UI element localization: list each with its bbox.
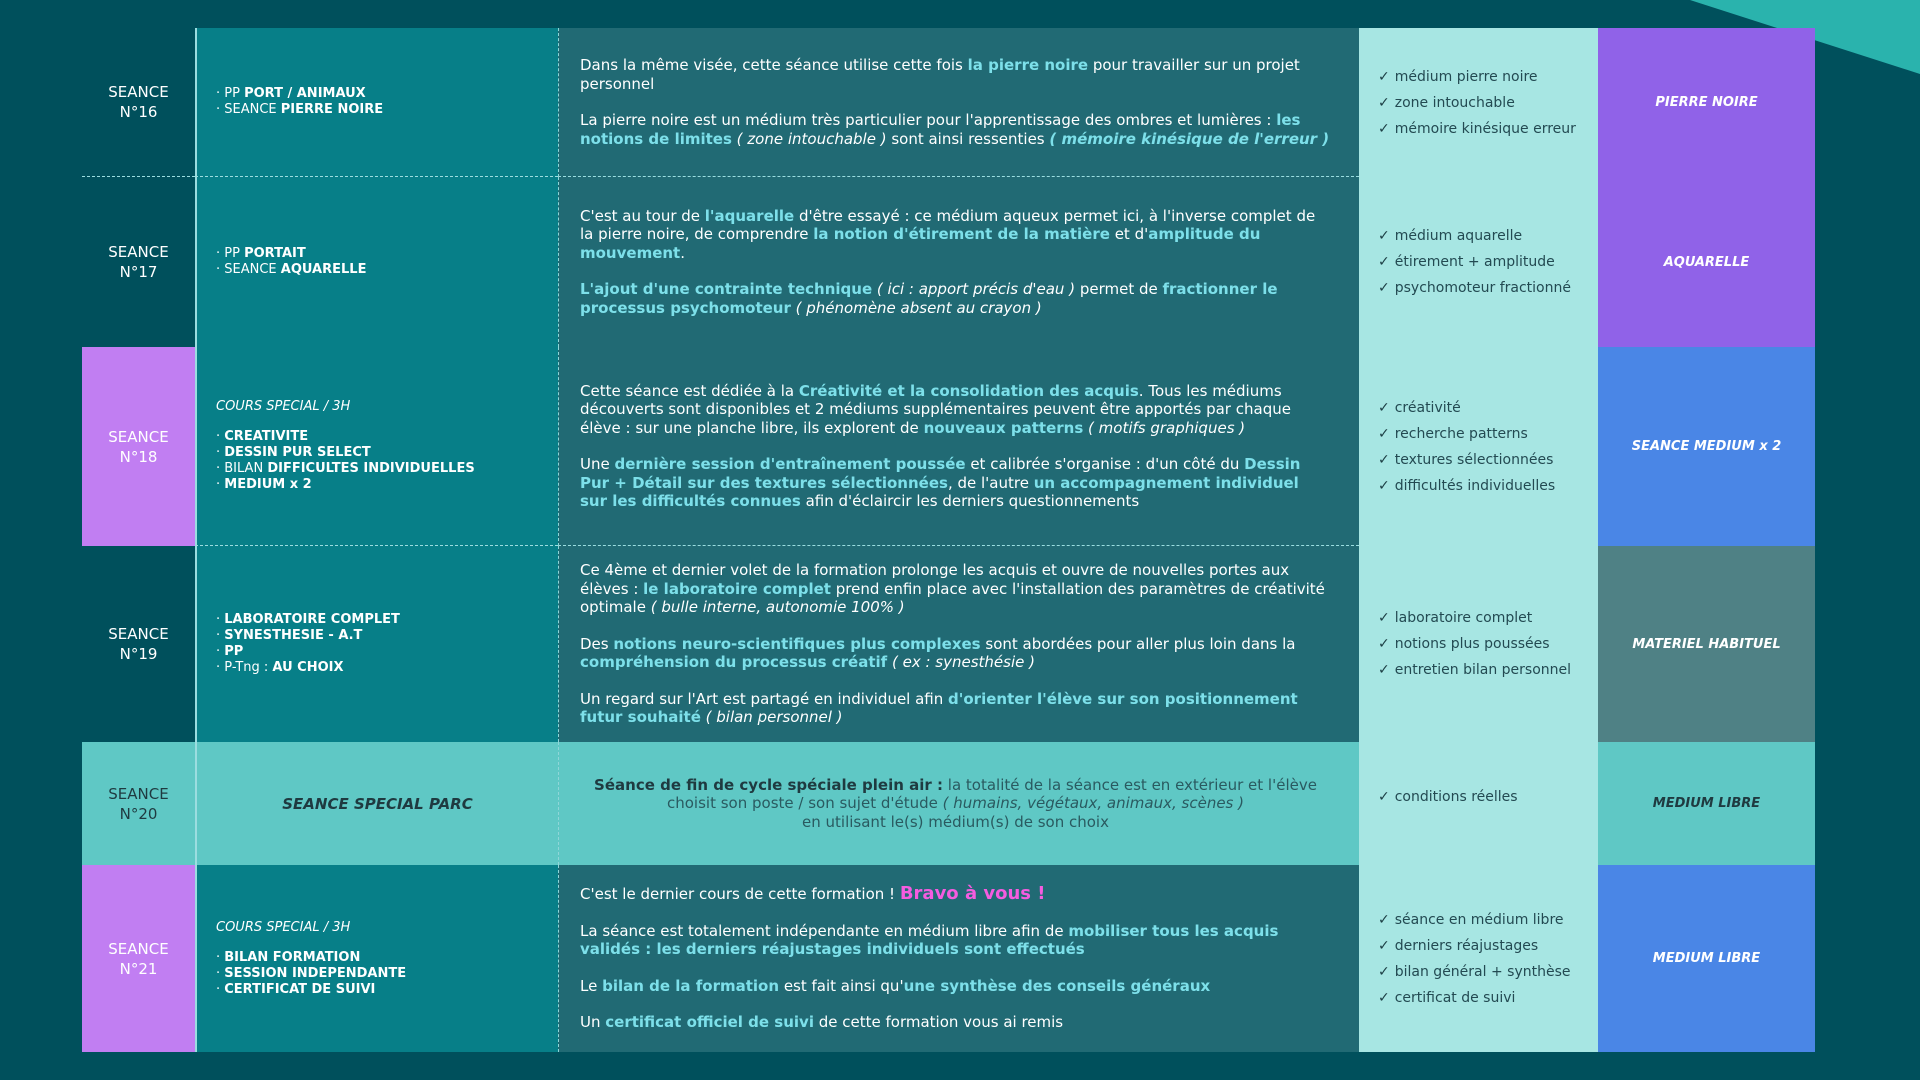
check-item: ✓ étirement + amplitude xyxy=(1378,254,1555,270)
seance-label: SEANCE xyxy=(108,83,169,101)
check-item: ✓ recherche patterns xyxy=(1378,425,1528,442)
description-paragraph: Séance de fin de cycle spéciale plein air : la totalité de la séance est en extérieur et l'élève choisit son poste / son sujet d'étude ( humains, végétaux, animaux, scènes ) en utilisant le(s) médium(s) de son choix xyxy=(594,775,1317,831)
description-cell xyxy=(558,865,1359,1052)
check-icon: ✓ xyxy=(1378,636,1390,652)
topic-item: · PP PORT / ANIMAUX xyxy=(216,86,366,101)
check-icon: ✓ xyxy=(1378,662,1390,678)
description-paragraph: Un regard sur l'Art est partagé en individuel afin d'orienter l'élève sur son positionnement futur souhaité ( bilan personnel ) xyxy=(580,689,1298,727)
topic-item: · SESSION INDEPENDANTE xyxy=(216,965,407,981)
check-icon: ✓ xyxy=(1378,68,1390,85)
topics-cell xyxy=(195,865,558,1052)
check-item: ✓ certificat de suivi xyxy=(1378,989,1516,1006)
topic-item: · SEANCE AQUARELLE xyxy=(216,262,367,277)
check-icon: ✓ xyxy=(1378,477,1390,494)
check-item: ✓ conditions réelles xyxy=(1378,789,1518,805)
seance-number-cell xyxy=(82,347,195,546)
seance-number: N°18 xyxy=(119,447,158,466)
seance-number: N°21 xyxy=(119,959,158,978)
topics-cell xyxy=(195,28,558,177)
checklist-cell xyxy=(1359,347,1598,546)
check-icon: ✓ xyxy=(1378,911,1390,928)
seance-label: SEANCE xyxy=(108,939,169,958)
check-icon: ✓ xyxy=(1378,254,1390,270)
topic-item: · P-Tng : AU CHOIX xyxy=(216,660,344,675)
seance-number: N°17 xyxy=(119,263,158,281)
description-cell xyxy=(558,177,1359,347)
description-paragraph: Des notions neuro-scientifiques plus complexes sont abordées pour aller plus loin dans la compréhension du processus créatif ( ex : synesthésie ) xyxy=(580,634,1296,672)
check-icon: ✓ xyxy=(1378,399,1390,416)
check-icon: ✓ xyxy=(1378,451,1390,468)
topic-item: · CREATIVITE xyxy=(216,429,309,444)
check-icon: ✓ xyxy=(1378,989,1390,1006)
checklist-cell xyxy=(1359,546,1598,742)
description-paragraph: Un certificat officiel de suivi de cette formation vous ai remis xyxy=(580,1013,1064,1032)
seance-number: N°19 xyxy=(119,645,158,663)
checklist-cell xyxy=(1359,28,1598,177)
checklist-cell xyxy=(1359,742,1598,865)
description-paragraph: La pierre noire est un médium très particulier pour l'apprentissage des ombres et lumières : les notions de limites ( zone intouchable ) sont ainsi ressenties ( mémoire kinésique de l'erreur ) xyxy=(580,111,1330,148)
seance-label: SEANCE xyxy=(108,243,169,261)
check-item: ✓ derniers réajustages xyxy=(1378,937,1539,954)
checklist-cell xyxy=(1359,177,1598,347)
topics-cell xyxy=(195,347,558,546)
check-item: ✓ notions plus poussées xyxy=(1378,636,1550,652)
check-icon: ✓ xyxy=(1378,789,1390,805)
topic-item: · BILAN DIFFICULTES INDIVIDUELLES xyxy=(216,461,475,476)
topic-item: · PP PORTAIT xyxy=(216,246,306,261)
description-cell xyxy=(558,347,1359,546)
check-item: ✓ séance en médium libre xyxy=(1378,911,1564,928)
special-session-title: SEANCE SPECIAL PARC xyxy=(282,794,473,813)
seance-label: SEANCE xyxy=(108,625,169,643)
check-item: ✓ difficultés individuelles xyxy=(1378,477,1556,494)
topic-item: · SEANCE PIERRE NOIRE xyxy=(216,102,384,117)
description-paragraph: Cette séance est dédiée à la Créativité et la consolidation des acquis. Tous les médiums découverts sont disponibles et 2 médiums supplémentaires peuvent être apportés par chaque élève : sur une planche libre, ils explorent de nouveaux patterns ( motifs graphiques ) xyxy=(580,381,1291,437)
description-paragraph: C'est le dernier cours de cette formation ! Bravo à vous ! xyxy=(580,883,1046,905)
seance-number: N°16 xyxy=(119,103,158,121)
seance-number-cell xyxy=(82,742,195,865)
checklist-cell xyxy=(1359,865,1598,1052)
check-icon: ✓ xyxy=(1378,94,1390,111)
seance-number-cell xyxy=(82,546,195,742)
check-item: ✓ textures sélectionnées xyxy=(1378,451,1554,468)
topic-item: · SYNESTHESIE - A.T xyxy=(216,628,363,643)
session-table xyxy=(82,28,1815,1052)
description-cell xyxy=(558,546,1359,742)
check-item: ✓ mémoire kinésique erreur xyxy=(1378,120,1576,137)
description-cell xyxy=(558,742,1359,865)
check-item: ✓ bilan général + synthèse xyxy=(1378,963,1571,980)
description-paragraph: Ce 4ème et dernier volet de la formation prolonge les acquis et ouvre de nouvelles portes aux élèves : le laboratoire complet prend enfin place avec l'installation des paramètres de créativité optimale ( bulle interne, autonomie 100% ) xyxy=(580,561,1325,617)
description-paragraph: Dans la même visée, cette séance utilise cette fois la pierre noire pour travailler sur un projet personnel xyxy=(580,56,1300,93)
topic-item: · MEDIUM x 2 xyxy=(216,477,312,492)
description-paragraph: L'ajout d'une contrainte technique ( ici : apport précis d'eau ) permet de fractionner le processus psychomoteur ( phénomène absent au crayon ) xyxy=(580,280,1278,317)
course-special-label: COURS SPECIAL / 3H xyxy=(216,919,351,935)
medium-badge: PIERRE NOIRE xyxy=(1598,28,1815,177)
description-paragraph: Le bilan de la formation est fait ainsi qu'une synthèse des conseils généraux xyxy=(580,976,1211,995)
seance-number-cell xyxy=(82,865,195,1052)
seance-number-cell xyxy=(82,177,195,347)
check-item: ✓ médium pierre noire xyxy=(1378,68,1538,85)
topic-item: · CERTIFICAT DE SUIVI xyxy=(216,981,376,997)
topics-cell xyxy=(195,177,558,347)
seance-label: SEANCE xyxy=(108,784,169,803)
check-item: ✓ entretien bilan personnel xyxy=(1378,662,1572,678)
description-paragraph: La séance est totalement indépendante en médium libre afin de mobiliser tous les acquis validés : les derniers réajustages individuels sont effectués xyxy=(580,921,1279,959)
medium-badge: MEDIUM LIBRE xyxy=(1598,742,1815,865)
description-cell xyxy=(558,28,1359,177)
check-item: ✓ médium aquarelle xyxy=(1378,228,1523,244)
topic-item: · BILAN FORMATION xyxy=(216,949,361,965)
medium-badge: SEANCE MEDIUM x 2 xyxy=(1598,347,1815,546)
check-item: ✓ zone intouchable xyxy=(1378,94,1515,111)
check-item: ✓ laboratoire complet xyxy=(1378,610,1533,626)
topic-item: · DESSIN PUR SELECT xyxy=(216,445,371,460)
topic-item: · LABORATOIRE COMPLET xyxy=(216,612,400,627)
topic-item: · PP xyxy=(216,644,244,659)
seance-number-cell xyxy=(82,28,195,177)
check-icon: ✓ xyxy=(1378,963,1390,980)
check-icon: ✓ xyxy=(1378,937,1390,954)
check-item: ✓ créativité xyxy=(1378,399,1461,416)
check-icon: ✓ xyxy=(1378,610,1390,626)
seance-label: SEANCE xyxy=(108,427,169,446)
check-icon: ✓ xyxy=(1378,425,1390,442)
medium-badge: AQUARELLE xyxy=(1598,177,1815,347)
check-icon: ✓ xyxy=(1378,120,1390,137)
topics-cell xyxy=(195,546,558,742)
topics-cell xyxy=(195,742,558,865)
check-icon: ✓ xyxy=(1378,280,1390,296)
check-icon: ✓ xyxy=(1378,228,1390,244)
seance-number: N°20 xyxy=(119,804,158,823)
course-special-label: COURS SPECIAL / 3H xyxy=(216,399,351,414)
check-item: ✓ psychomoteur fractionné xyxy=(1378,280,1571,296)
medium-badge: MEDIUM LIBRE xyxy=(1598,865,1815,1052)
description-paragraph: Une dernière session d'entraînement poussée et calibrée s'organise : d'un côté du Dessin Pur + Détail sur des textures sélectionnées, de l'autre un accompagnement individuel sur les difficultés connues afin d'éclaircir les derniers questionnements xyxy=(580,455,1301,510)
medium-badge: MATERIEL HABITUEL xyxy=(1598,546,1815,742)
description-paragraph: C'est au tour de l'aquarelle d'être essayé : ce médium aqueux permet ici, à l'inverse complet de la pierre noire, de comprendre la notion d'étirement de la matière et d'amplitude du mouvement. xyxy=(580,206,1316,262)
